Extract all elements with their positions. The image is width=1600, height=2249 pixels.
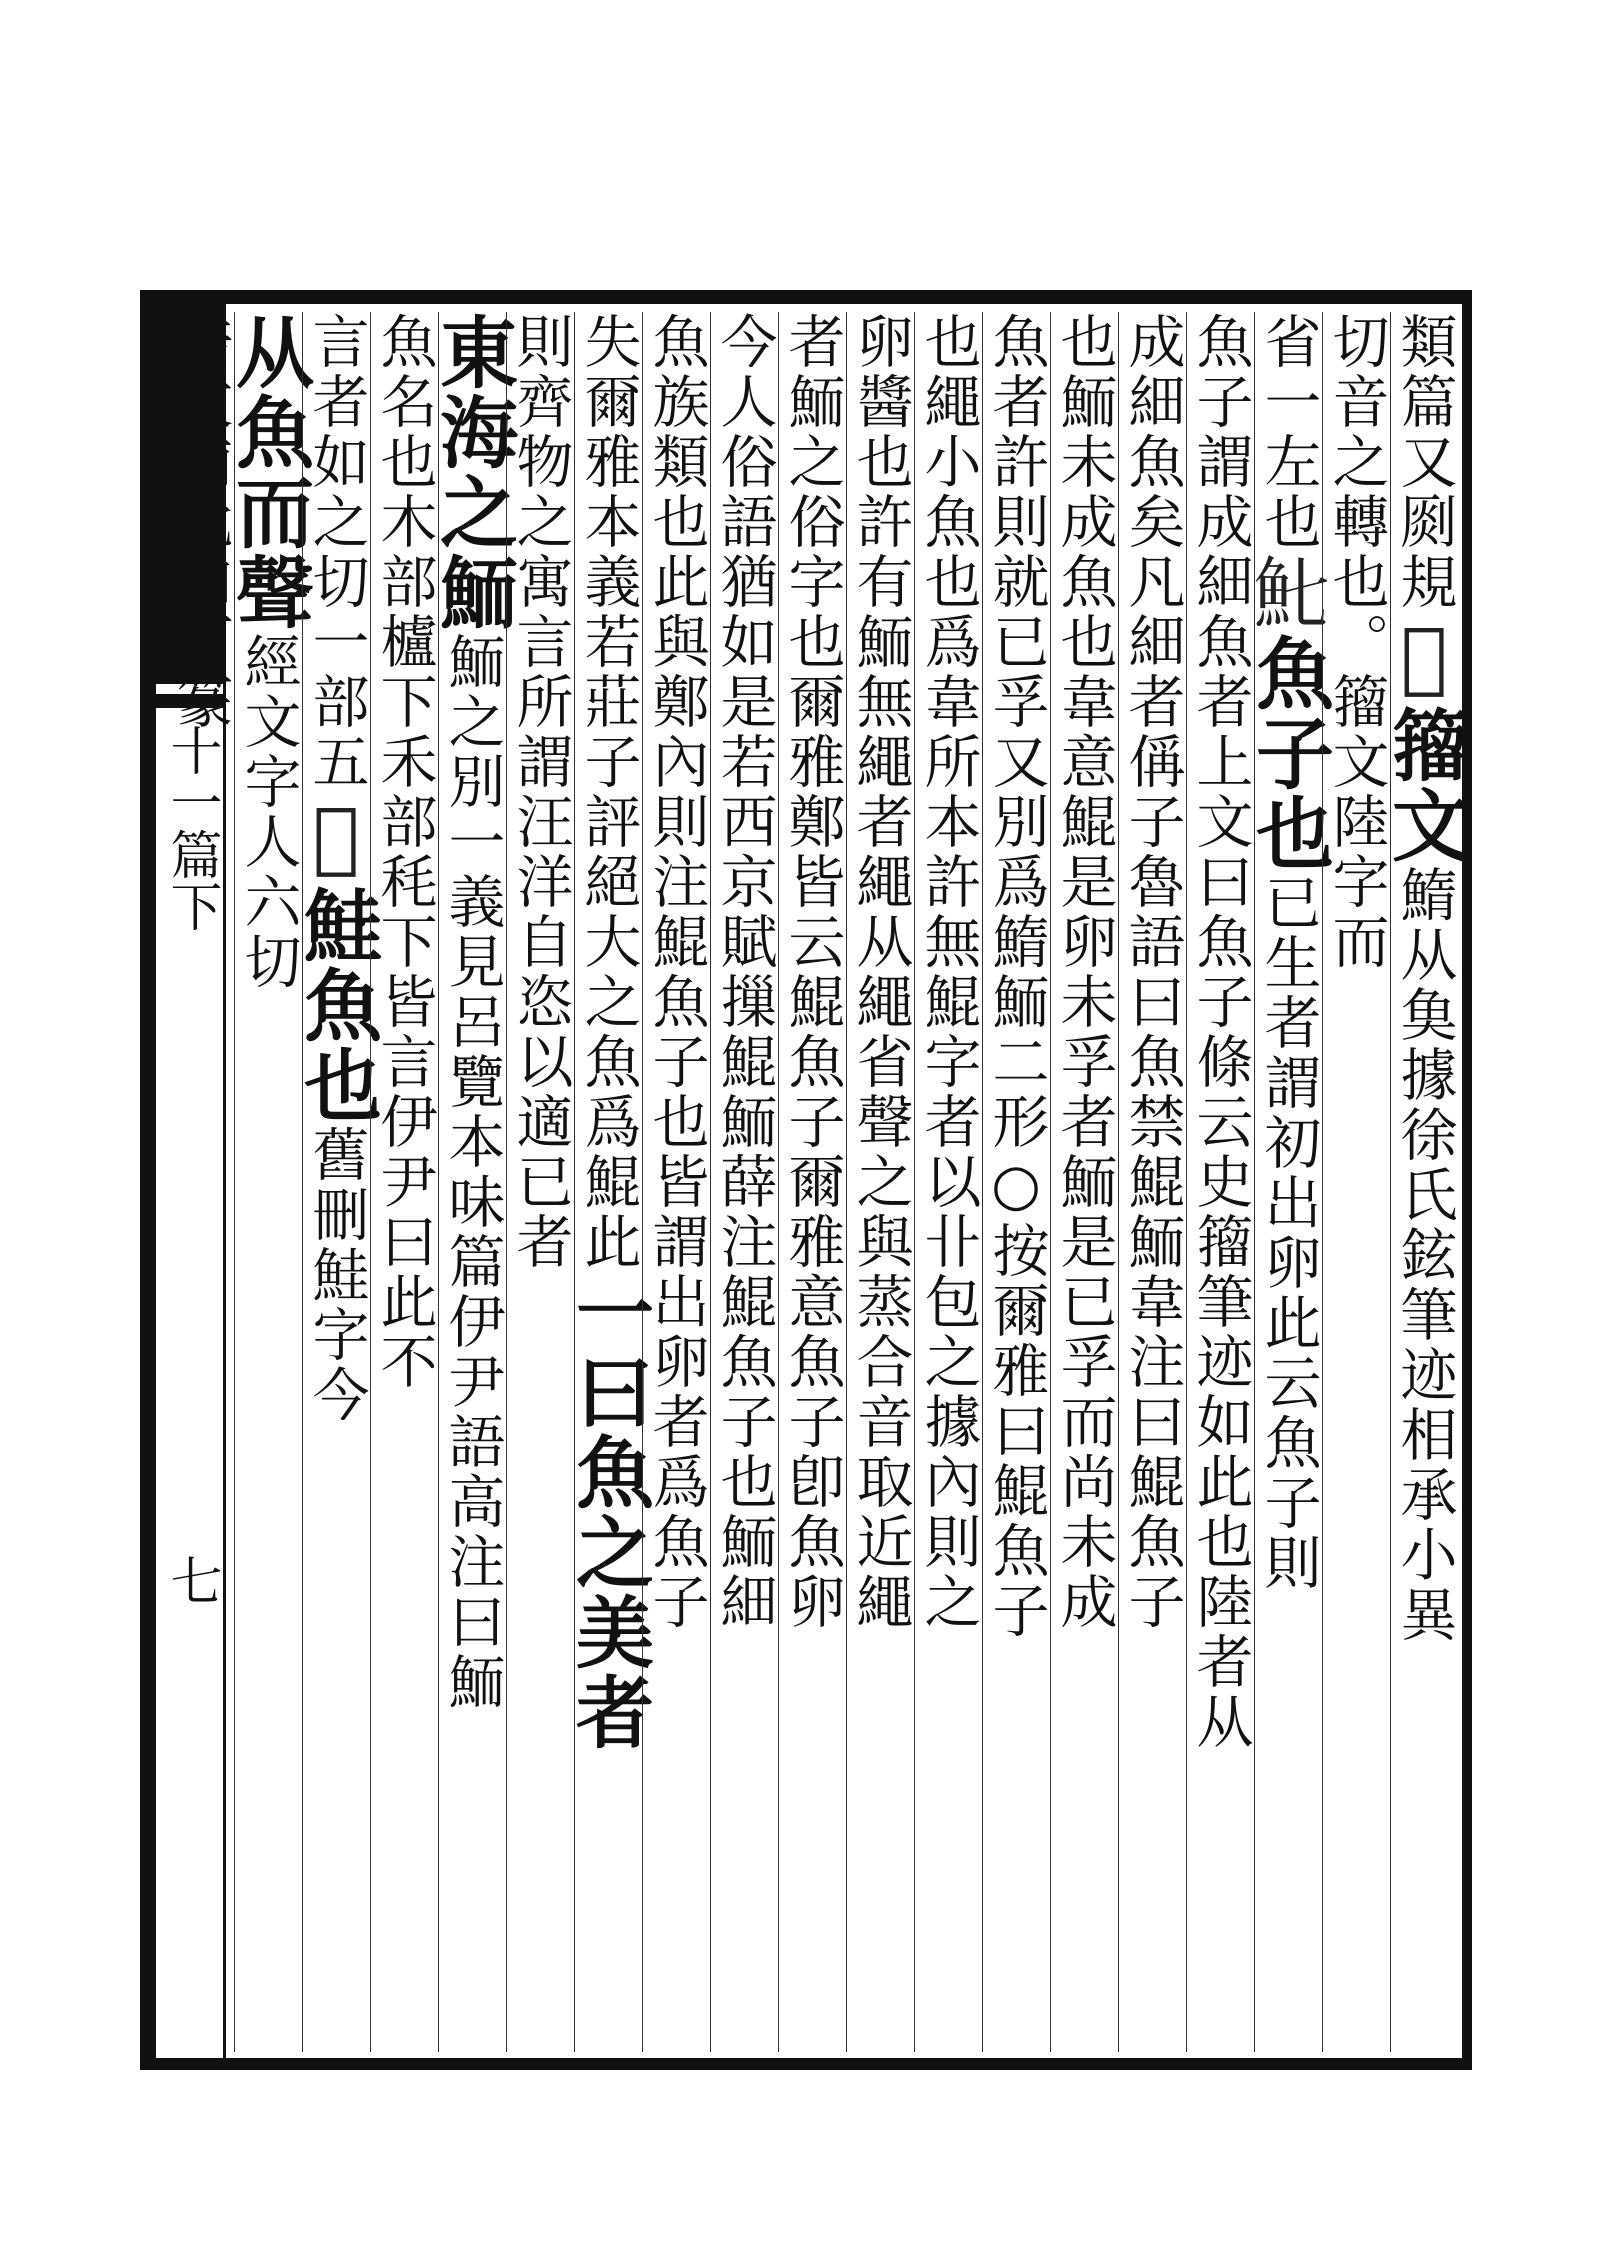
headword-text: 一曰魚之美者 [563,1272,654,1752]
commentary-text: 言者如之切一部五 [303,312,369,792]
commentary-text: 省一左也 [1255,312,1321,552]
commentary-text: 已生者謂初出卵此云魚子則 [1255,873,1321,1593]
text-column [506,312,574,2052]
text-column [982,312,1050,2052]
commentary-text: 也繩小魚也爲韋所本許無鯤字者以卝包之據內則之 [915,312,981,1632]
text-column [1379,312,1470,2052]
commentary-text: 者鮞之俗字也爾雅鄭皆云鯤魚子爾雅意魚子卽魚卵 [779,312,845,1632]
seal-script-glyph: 𩵐 [1243,552,1333,633]
commentary-text: 魚子謂成細魚者上文曰魚子 [1187,312,1253,1032]
seal-script-glyph: 𩷮 [1379,612,1469,705]
commentary-text: 類篇又㓹規 [1391,312,1457,612]
headword-text: 从魚而聲 [223,312,314,632]
commentary-text: 今人俗語猶如是若西京賦摷鯤鮞薛注鯤魚子也鮞細 [711,312,777,1632]
commentary-text: 籀文陸字而 [1323,672,1389,972]
headword-text: 東海之鮞 [427,312,518,632]
text-column [914,312,982,2052]
seal-script-glyph: 𩵽 [291,792,381,885]
text-column [1322,312,1390,2052]
text-column [1050,312,1118,2052]
text-column [1118,312,1186,2052]
commentary-text: 條云史籀筆迹如此也陸者从 [1187,1032,1253,1752]
text-column [1243,312,1334,2052]
commentary-text: 魚者許則就已孚又別爲鰖鮞二形○按爾雅曰鯤魚子 [983,312,1049,1641]
headword-text: 鮭魚也 [291,885,382,1125]
text-column [291,312,382,2052]
commentary-text: 也鮞未成魚也韋意鯤是卵未孚者鮞是已孚而尚未成 [1051,312,1117,1632]
page-number: 七 [161,1554,221,1606]
commentary-text: 切音之轉也。 [1323,312,1389,672]
commentary-text: 卵醬也許有鮞無繩者繩从繩省聲之與蒸合音取近繩 [847,312,913,1632]
volume-title: 十一篇下 [161,724,221,932]
commentary-text: 失爾雅本義若莊子評絕大之魚爲鯤此 [575,312,641,1272]
text-column [778,312,846,2052]
commentary-text: 魚族類也此與鄭內則注鯤魚子也皆謂出卵者爲魚子 [643,312,709,1632]
commentary-text: 則齊物之寓言所謂汪洋自恣以適已者 [507,312,573,1272]
text-column [563,312,654,2052]
frame-left-rule [140,290,156,2070]
commentary-text: 婄文 [167,312,233,432]
commentary-text: 經文字人六切 [235,632,301,992]
text-column [710,312,778,2052]
commentary-text: 補此如河篆 [167,432,233,732]
headword-text: 籀文 [1379,705,1470,865]
text-column [223,312,314,2052]
commentary-text: 鰖从𩵋據徐氏鉉筆迹相承小異 [1391,865,1457,1645]
commentary-text: 舊刪鮭字今 [303,1125,369,1425]
text-column [642,312,710,2052]
commentary-text: 鮞之別一義見呂覽本味篇伊尹語高注曰鮞 [439,632,505,1712]
text-column [427,312,518,2052]
commentary-text: 魚名也木部櫨下禾部秏下皆言伊尹曰此不 [371,312,437,1392]
commentary-text: 成細魚矣凡細者偁子魯語曰魚禁鯤鮞韋注曰鯤魚子 [1119,312,1185,1632]
headword-text: 魚子也 [1243,633,1334,873]
text-column [846,312,914,2052]
